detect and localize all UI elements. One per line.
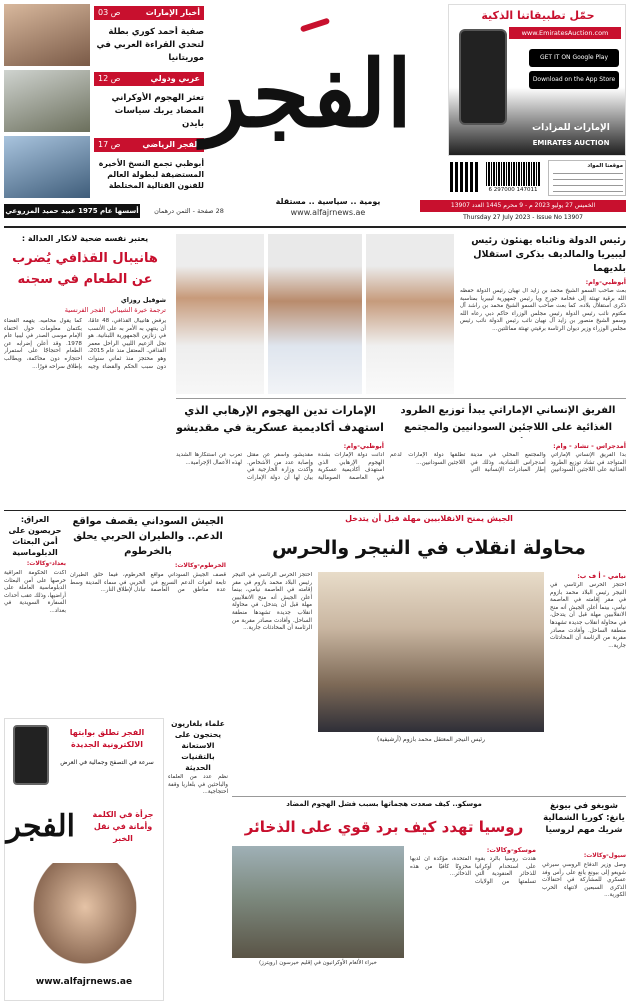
article-dateline: سيول-وكالات:	[583, 852, 626, 859]
distributors-lines	[553, 179, 623, 180]
teaser-item[interactable]	[4, 70, 204, 132]
woman-photo	[25, 863, 145, 973]
ad-url: www.alfajrnews.ae	[35, 977, 133, 987]
ad-sub: سرعة في التصفح وجمالية في العرض	[60, 759, 154, 766]
alfajr-portal-ad[interactable]	[4, 718, 164, 1001]
divider	[4, 510, 626, 511]
founded-line: أسسها عام 1975 عبيد حميد المزروعي	[4, 204, 140, 218]
leader-photo	[366, 234, 454, 394]
teaser-page: ص 03	[98, 8, 121, 17]
site-url[interactable]: www.alfajrnews.ae	[290, 208, 366, 217]
article-kicker: موسكو.. كيف صعدت هجماتها بسبب فشل الهجوم المضاد	[286, 800, 482, 808]
article-headline: الفريق الإنساني الإماراتي يبدأ توزيع الطرود الغذائية على اللاجئين السودانيين والمجتمع	[400, 405, 616, 433]
article-dateline: بغداد-وكالات:	[26, 560, 66, 567]
distributors-lines	[553, 185, 623, 186]
ad-logo: الفجر	[6, 809, 75, 844]
article-kicker: يعتبر نفسه ضحية لانكار العدالة :	[21, 234, 149, 243]
google-play-button[interactable]: GET IT ON Google Play	[529, 49, 619, 67]
teaser-headline: صفية أحمد كوري بطلة لتحدي القراءة العربي في موريتانيا	[96, 27, 204, 63]
tagline: سياسية	[317, 197, 348, 206]
article-dateline: أبوظبي-وام:	[343, 442, 384, 450]
article-headline: هانيبال القذافي يُضرب عن الطعام في سجنه	[12, 251, 158, 287]
teaser-section-bar	[94, 72, 204, 86]
teaser-headline: تعثر الهجوم الأوكراني المضاد يربك سياسات بايدن	[111, 93, 204, 129]
article-body: بعث صاحب السمو الشيخ محمد بن زايد آل نهيان رئيس الدولة حفظه الله برقية تهنئة إلى فخامة جورج ويا رئيس جمهورية ليبيريا بمناسبة ذكرى استقلال بلاده. كما بعث صاحب السمو الشيخ محمد بن راشد آل مكتوم نائب رئيس الدولة رئيس مجلس الوزراء حاكم دبي رعاه الله وسمو الشيخ منصور بن زايد آل نهيان نائب رئيس الدولة نائب رئيس مجلس الوزراء وزير ديوان الرئاسة برقيتي تهنئة مماثلتين...	[460, 288, 626, 332]
russia-photo	[232, 846, 404, 958]
article-headline: العراق: حريصون على أمن البعثات الدبلوماسية	[8, 515, 62, 557]
issue-date-en: Thursday 27 July 2023 - Issue No 13907	[463, 214, 583, 221]
article-dateline: الخرطوم-وكالات:	[174, 562, 226, 569]
article-body: قصف الجيش السوداني مواقع تابعة لقوات الدعم السريع في عدة مناطق من العاصمة الخرطوم، فيما حلق الطيران الحربي في سماء المدينة وسط تبادل لإطلاق النار...	[70, 572, 226, 594]
article-sub: ترجمة خيرة الشيباني الفجر الفرنسية	[64, 306, 166, 314]
tagline: مستقلة	[275, 197, 306, 206]
article-body-col: احتجز الحرس الرئاسي في النيجر رئيس البلاد محمد بازوم في مقر إقامته في العاصمة نيامي، بينما أعلن الجيش أنه منح الانقلابيين مهلة قبل أن يتدخل، في محاولة انقلاب جديدة تشهدها منطقة الساحل. وأفادت مصادر مقربة من الرئاسة أن المحادثات جارية...	[232, 572, 312, 632]
article-body: احتجز الحرس الرئاسي في النيجر رئيس البلاد محمد بازوم في مقر إقامته في العاصمة نيامي، بينما أعلن الجيش أنه منح الانقلابيين مهلة قبل أن يتدخل، في محاولة انقلاب جديدة تشهدها منطقة الساحل. وأفادت مصادر مقربة من الرئاسة أن المحادثات جارية...	[550, 582, 626, 649]
teaser-section: الفجر الرياضي	[142, 140, 200, 149]
ad-brand-ar: الإمارات للمزادات	[532, 123, 610, 133]
sudan-army-article[interactable]	[70, 514, 226, 714]
niger-article[interactable]	[232, 514, 626, 794]
ad-title: حمّل تطبيقاتنا الذكية	[481, 9, 595, 22]
ad-brand-en: EMIRATES AUCTION	[532, 139, 610, 147]
taglines: يومية .. سياسية .. مستقلة	[275, 197, 381, 206]
hannibal-article[interactable]	[4, 234, 166, 506]
issue-date: الخميس 27 يوليو 2023 م - 9 محرم 1445 العدد 13907	[420, 200, 626, 212]
article-headline: الجيش السوداني يقصف مواقع الدعم.. والطيران الحربي يحلق بالخرطوم	[72, 516, 224, 557]
emirates-auction-ad[interactable]	[448, 4, 626, 156]
article-headline: روسيا تهدد كيف برد قوي على الذخائر	[244, 818, 524, 836]
distributors-label: موقعنا المواد	[587, 163, 623, 169]
divider	[232, 796, 626, 797]
teaser-photo	[4, 136, 90, 198]
teaser-photo	[4, 4, 90, 66]
teaser-section: أخبار الإمارات	[145, 8, 200, 17]
photo-caption: خبراء الألغام الأوكرانيون في إقليم خيرسون (رويترز)	[259, 960, 377, 966]
article-body: نظم عدد من العلماء والباحثين في بلغاريا وقفة احتجاجية...	[168, 774, 228, 796]
russia-article[interactable]	[232, 800, 536, 1001]
price-line: 28 صفحة - الثمن درهمان	[154, 207, 224, 215]
article-body: أدانت دولة الإمارات بشدة الهجوم الإرهابي الذي استهدف أكاديمية عسكرية في العاصمة الصومالية مقديشو، وأسفر عن مقتل وإصابة عدد من الأشخاص. وأكدت وزارة الخارجية في بيان لها أن دولة الإمارات تعرب عن استنكارها الشديد لهذه الأعمال الإجرامية...	[176, 452, 384, 481]
photo-caption: رئيس النيجر المعتقل محمد بازوم (أرشيفية)	[377, 736, 485, 743]
article-dateline: نيامي - أ ف ب:	[577, 572, 626, 580]
article-body: وصل وزير الدفاع الروسي سيرغي شويغو إلى بيونغ يانغ على رأس وفد عسكري للمشاركة في احتفالات الذكرى السبعين لانتهاء الحرب الكورية...	[542, 862, 626, 899]
iraq-article[interactable]	[4, 514, 66, 714]
article-headline: محاولة انقلاب في النيجر والحرس	[272, 537, 586, 559]
teaser-page: ص 17	[98, 140, 121, 149]
ad-slogan: جرأة في الكلمة وأمانة في نقل الخبر	[92, 810, 154, 843]
distributors-lines	[553, 191, 623, 192]
sudan-aid-article[interactable]	[390, 402, 626, 506]
divider	[176, 398, 626, 399]
app-store-button[interactable]: Download on the App Store	[529, 71, 619, 89]
article-dateline: أمدجراس - تشاد - وام:	[553, 442, 626, 450]
somalia-article[interactable]	[176, 402, 384, 506]
distributors-lines	[553, 173, 623, 174]
article-byline: شوقيل روزاي	[120, 296, 166, 304]
teaser-section-bar	[94, 138, 204, 152]
tablet-image	[13, 725, 49, 785]
ad-url: www.EmiratesAuction.com	[509, 27, 621, 39]
teaser-page: ص 12	[98, 74, 121, 83]
phone-image	[459, 29, 507, 125]
article-dateline: موسكو-وكالات:	[486, 846, 536, 854]
barcode-number: 6 297000 147011	[488, 187, 538, 193]
leader-photo	[176, 234, 264, 394]
article-body: يرفض هانيبال القذافي، 48 عامًا، أن ينتهي به الأمر به على الأنسب في زنازين الجمهورية اللبنانية. هو نجل الزعيم الليبي الراحل معمر القذافي. المعتقل منذ عام 2015، وهو محتجز منذ ثماني سنوات دون سبب الحكم والقضاء وجيه كما يقول محاميه. يتهمه القضاء بكتمان معلومات حول اختفاء الإمام موسى الصدر في ليبيا عام 1978. وقد أعلن إضرابه عن الطعام احتجاجًا على استمرار احتجازه دون محاكمة، ويطالب بإطلاق سراحه فورًا...	[4, 318, 166, 370]
teasers-panel	[4, 4, 204, 200]
teaser-photo	[4, 70, 90, 132]
niger-photo	[318, 572, 544, 732]
masthead	[0, 0, 630, 230]
bulgaria-article[interactable]	[168, 718, 228, 1001]
newspaper-logo[interactable]: الفجر	[201, 40, 412, 148]
article-body: بدأ الفريق الإنساني الإماراتي المتواجد في تشاد توزيع الطرود الغذائية على اللاجئين السودانيين والمجتمع المحلي في مدينة أمدجراس التشادية، وذلك في إطار المبادرات الإنسانية التي تطلقها دولة الإمارات لدعم اللاجئين السودانيين...	[390, 452, 626, 474]
teaser-section: عربي ودولي	[150, 74, 200, 83]
ad-title: الفجر تطلق بوابتها الالكترونية الجديدة	[69, 728, 145, 749]
tagline: يومية	[359, 197, 381, 206]
teaser-section-bar	[94, 6, 204, 20]
qr-code	[450, 162, 480, 192]
korea-article[interactable]	[542, 800, 626, 1001]
article-headline: الإمارات تدين الهجوم الإرهابي الذي استهدف أكاديمية عسكرية في مقديشو	[176, 404, 384, 434]
barcode	[486, 162, 540, 186]
article-headline: رئيس الدولة ونائباه يهنئون رئيس ليبيريا والمالديف بذكرى استقلال بلديهما	[471, 235, 626, 274]
article-headline: شويغو في بيونغ يانغ: كوريا الشمالية شريك مهم لروسيا	[543, 801, 625, 835]
leader-photo	[268, 234, 362, 394]
distributors-box	[548, 160, 626, 196]
article-dateline: أبوظبي-وام:	[585, 278, 626, 286]
masthead-rule	[4, 226, 626, 228]
article-headline: علماء بلغاريون يحتجون على الاستعانة بالتقنيات الحديثة	[171, 719, 225, 772]
article-body: هددت روسيا بالرد بقوة على استخدام أوكرانيا للذخائر العنقودية التي تسلمتها من الولايات المتحدة، مؤكدة أن لديها مخزونًا كافيًا من هذه الذخائر...	[410, 856, 536, 885]
teaser-item[interactable]	[4, 4, 204, 66]
teaser-headline: أبوظبي تجمع النسخ الأخيرة المستضيفة لبطولة العالم للفنون القتالية المختلطة	[98, 159, 204, 190]
article-kicker: الجيش يمنح الانقلابيين مهلة قبل أن يتدخل	[345, 514, 513, 523]
teaser-item[interactable]	[4, 136, 204, 198]
leaders-article[interactable]	[460, 234, 626, 394]
article-body: أكدت الحكومة العراقية حرصها على أمن البعثات الدبلوماسية العاملة على أراضيها، وذلك عقب أحداث السفارة السويدية في بغداد...	[4, 570, 66, 614]
